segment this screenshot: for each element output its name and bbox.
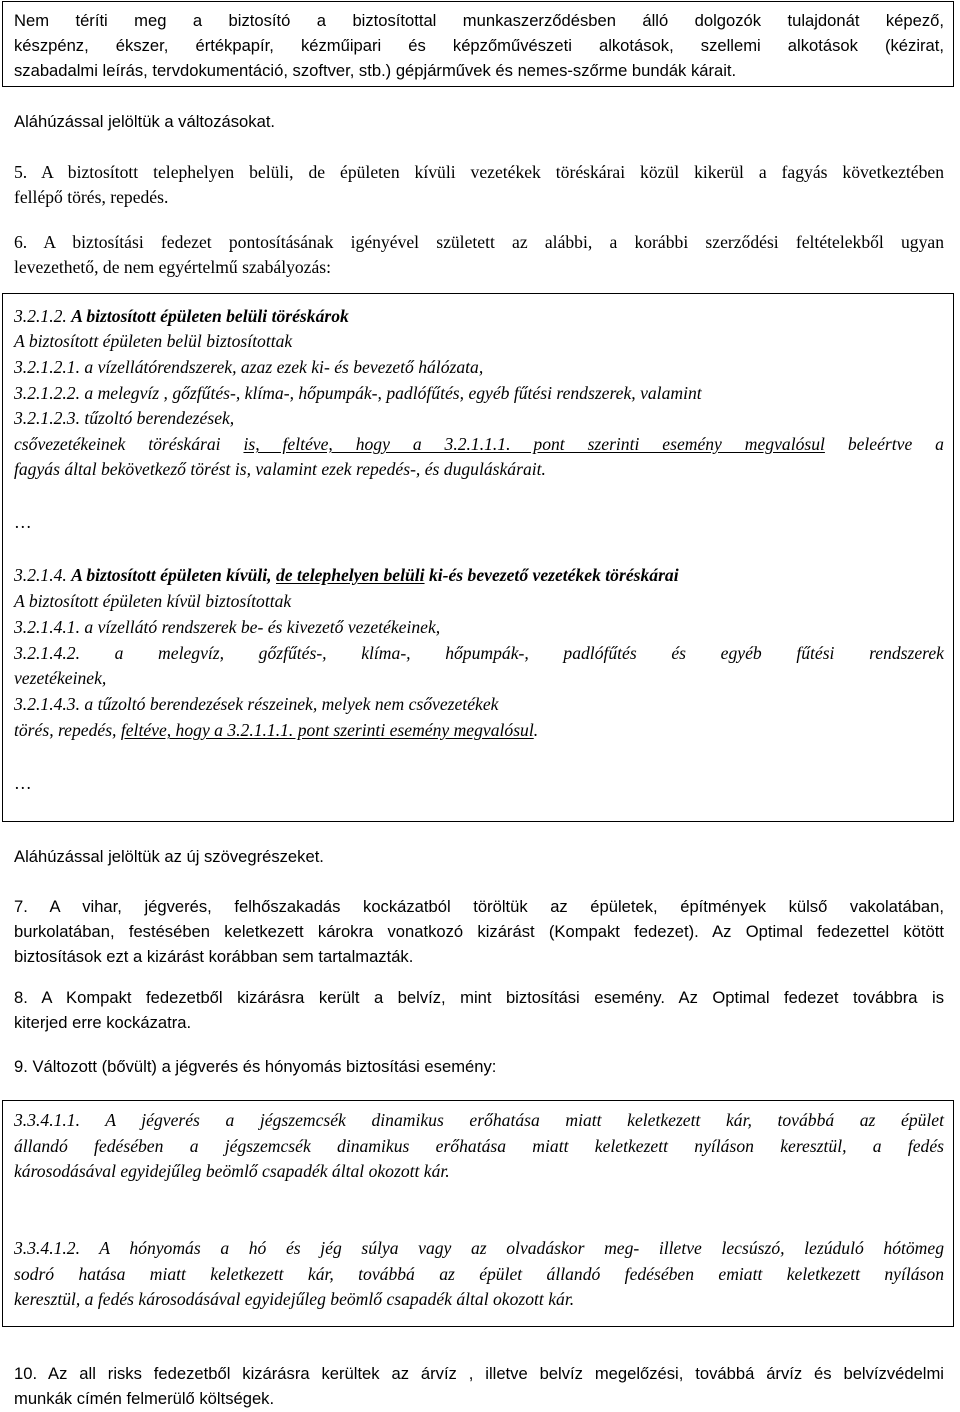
section-32122: 3.2.1.2.2. a melegvíz , gőzfűtés-, klíma-, hőpumpák-, padlófűtés, egyéb fűtési rendszerek, valamint [14, 383, 702, 403]
section-32123-line-1 [14, 432, 944, 458]
section-32143: 3.2.1.4.3. a tűzoltó berendezések részeinek, melyek nem csővezetékek [14, 694, 499, 714]
ellipsis-1: … [14, 512, 32, 532]
item-7-line-3: biztosítások ezt a kizárást korábban sem tartalmazták. [14, 947, 414, 966]
item-8-line-2: kiterjed erre kockázatra. [14, 1013, 192, 1032]
top-box-line-3: szabadalmi leírás, tervdokumentáció, szoftver, stb.) gépjárművek és nemes-szőrme bundák kárait. [14, 61, 737, 80]
jegveres-line-1: 3.3.4.1.1. A jégverés a jégszemcsék dinamikus erőhatása miatt keletkezett kár, továbbá az épület [14, 1110, 944, 1130]
section-32142-line-2: vezetékeinek, [14, 668, 107, 688]
honyomas-line-3: keresztül, a fedés károsodásával egyidejűleg beömlő csapadék által okozott kár. [14, 1289, 575, 1309]
section-32142-line-1: 3.2.1.4.2. a melegvíz, gőzfűtés-, klíma-, hőpumpák-, padlófűtés és egyéb fűtési rendszerek [14, 643, 944, 663]
item-6-line-1: 6. A biztosítási fedezet pontosításának igényével született az alábbi, a korábbi szerződési feltételekből ugyan [14, 232, 944, 252]
item-7-line-2: burkolatában, festésében keletkezett károkra vonatkozó kizárást (Kompakt fedezet). Az Optimal fedezettel kötött [14, 922, 944, 941]
item-8-line-1: 8. A Kompakt fedezetből kizárásra került a belvíz, mint biztosítási esemény. Az Optimal fedezet továbbra is [14, 988, 944, 1007]
section-3212-heading [14, 304, 349, 330]
section-32123: 3.2.1.2.3. tűzoltó berendezések, [14, 408, 235, 428]
section-3212-number: 3.2.1.2. [14, 306, 67, 326]
section-32123-text-c: beleértve a [847, 434, 944, 454]
section-3214-title-underlined: de telephelyen belüli [276, 565, 425, 585]
item-10-line-1: 10. Az all risks fedezetből kizárásra kerültek az árvíz , illetve belvíz megelőzési, továbbá árvíz és belvízvédelmi [14, 1364, 944, 1383]
top-box-line-2: készpénz, ékszer, értékpapír, kézműipari és képzőművészeti alkotások, szellemi alkotások (kézirat, [14, 36, 944, 55]
section-32143-underlined: feltéve, hogy a 3.2.1.1.1. pont szerinti esemény megvalósul [120, 720, 534, 740]
section-3214-title-a: A biztosított épületen kívüli, [71, 565, 272, 585]
section-3214-subtitle: A biztosított épületen kívül biztosítottak [14, 591, 292, 611]
item-10-line-2: munkák címén felmerülő költségek. [14, 1389, 275, 1408]
item-5-line-2: fellépő törés, repedés. [14, 187, 169, 207]
top-box-line-1: Nem téríti meg a biztosító a biztosítottal munkaszerződésben álló dolgozók tulajdonát képező, [14, 11, 944, 30]
jegveres-line-3: károsodásával egyidejűleg beömlő csapadék által okozott kár. [14, 1161, 450, 1181]
item-6-line-2: levezethető, de nem egyértelmű szabályozás: [14, 257, 332, 277]
item-9: 9. Változott (bővült) a jégverés és hónyomás biztosítási esemény: [14, 1057, 497, 1076]
section-32123-underlined: is, feltéve, hogy a 3.2.1.1.1. pont szerinti esemény megvalósul [243, 434, 825, 454]
section-32143-line-2 [14, 718, 538, 744]
note-new-text: Aláhúzással jelöltük az új szövegrészeket. [14, 847, 324, 866]
section-32143-text-a: törés, repedés, [14, 720, 117, 740]
section-32143-period: . [533, 720, 539, 740]
honyomas-line-2: sodró hatása miatt keletkezett kár, továbbá az épület állandó fedésében emiatt keletkezett nyíláson [14, 1264, 944, 1284]
note-changes: Aláhúzással jelöltük a változásokat. [14, 112, 276, 131]
ellipsis-2: … [14, 773, 32, 793]
section-3212-subtitle: A biztosított épületen belül biztosítottak [14, 331, 293, 351]
section-3212-title: A biztosított épületen belüli töréskárok [71, 306, 349, 326]
honyomas-line-1: 3.3.4.1.2. A hónyomás a hó és jég súlya vagy az olvadáskor meg- illetve lecsúszó, lezúduló hótömeg [14, 1238, 944, 1258]
item-5-line-1: 5. A biztosított telephelyen belüli, de épületen kívüli vezetékek töréskárai közül kikerül a fagyás következtében [14, 162, 944, 182]
section-32141: 3.2.1.4.1. a vízellátó rendszerek be- és kivezető vezetékeinek, [14, 617, 441, 637]
section-32123-line-2: fagyás által bekövetkező törést is, valamint ezek repedés-, és duguláskárait. [14, 459, 546, 479]
section-32121: 3.2.1.2.1. a vízellátórendszerek, azaz ezek ki- és bevezető hálózata, [14, 357, 484, 377]
jegveres-line-2: állandó fedésében a jégszemcsék dinamikus erőhatása miatt keletkezett nyíláson keresztül, a fedés [14, 1136, 944, 1156]
section-3214-number: 3.2.1.4. [14, 565, 67, 585]
section-32123-text-a: csővezetékeinek töréskárai [14, 434, 221, 454]
section-3214-title-c: ki-és bevezető vezetékek töréskárai [428, 565, 679, 585]
item-7-line-1: 7. A vihar, jégverés, felhőszakadás kockázatból töröltük az épületek, építmények külső vakolatában, [14, 897, 944, 916]
section-3214-heading [14, 563, 679, 589]
